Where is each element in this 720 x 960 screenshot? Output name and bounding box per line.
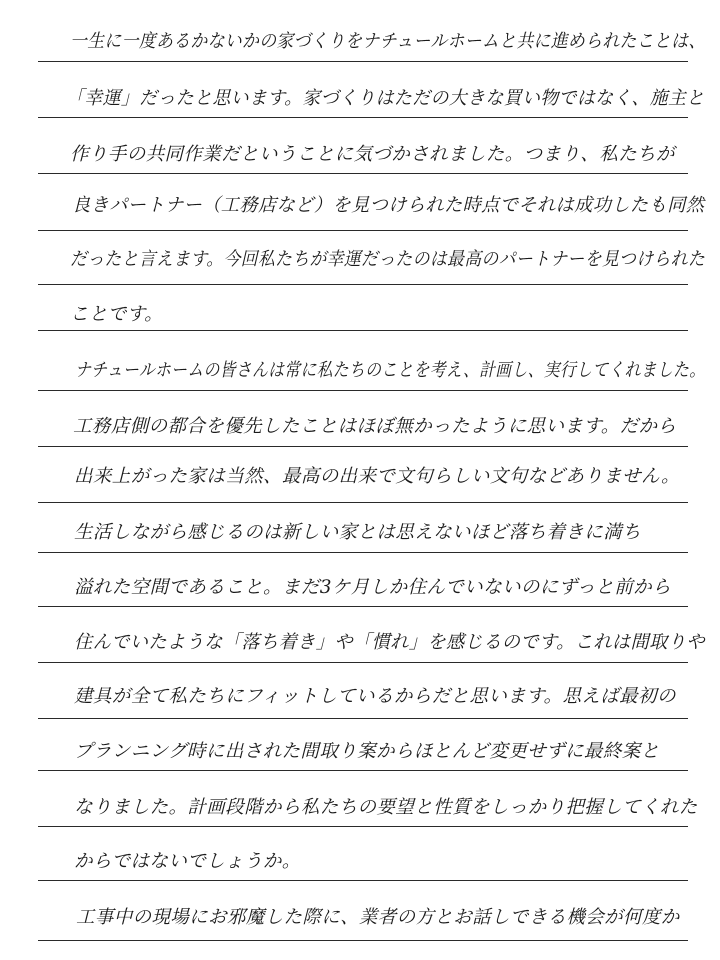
ruled-line bbox=[38, 606, 688, 607]
text-line-16: からではないでしょうか。 bbox=[74, 851, 301, 872]
ruled-line bbox=[38, 284, 688, 285]
ruled-line bbox=[38, 502, 688, 503]
text-line-6: ことです。 bbox=[70, 304, 164, 325]
ruled-line bbox=[38, 117, 688, 118]
text-line-14: プランニング時に出された間取り案からほとんど変更せずに最終案と bbox=[74, 741, 660, 762]
ruled-line bbox=[38, 662, 688, 663]
text-line-3: 作り手の共同作業だということに気づかされました。つまり、私たちが bbox=[70, 144, 675, 165]
ruled-line bbox=[38, 770, 688, 771]
text-line-11: 溢れた空間であること。まだ3ケ月しか住んでいないのにずっと前から bbox=[74, 577, 671, 598]
ruled-line bbox=[38, 552, 688, 553]
text-line-17: 工事中の現場にお邪魔した際に、業者の方とお話しできる機会が何度か bbox=[76, 907, 680, 928]
text-line-10: 生活しながら感じるのは新しい家とは思えないほど落ち着きに満ち bbox=[74, 522, 642, 543]
ruled-line bbox=[38, 390, 688, 391]
text-line-8: 工務店側の都合を優先したことはほぼ無かったように思います。だから bbox=[73, 416, 677, 437]
ruled-line bbox=[38, 61, 688, 62]
text-line-15: なりました。計画段階から私たちの要望と性質をしっかり把握してくれた bbox=[74, 797, 698, 818]
ruled-line bbox=[38, 880, 688, 881]
text-line-1: 一生に一度あるかないかの家づくりをナチュールホームと共に進められたことは、 bbox=[70, 31, 706, 52]
text-line-13: 建具が全て私たちにフィットしているからだと思います。思えば最初の bbox=[74, 686, 676, 707]
ruled-line bbox=[38, 446, 688, 447]
ruled-line bbox=[38, 826, 688, 827]
ruled-line bbox=[38, 940, 688, 941]
text-line-9: 出来上がった家は当然、最高の出来で文句らしい文句などありません。 bbox=[74, 466, 680, 487]
ruled-line bbox=[38, 230, 688, 231]
text-line-5: だったと言えます。今回私たちが幸運だったのは最高のパートナーを見つけられた bbox=[70, 249, 706, 270]
text-line-4: 良きパートナー（工務店など）を見つけられた時点でそれは成功したも同然 bbox=[72, 195, 705, 216]
ruled-line bbox=[38, 718, 688, 719]
ruled-line bbox=[38, 330, 688, 331]
text-line-12: 住んでいたような「落ち着き」や「慣れ」を感じるのです。これは間取りや bbox=[74, 632, 705, 653]
ruled-line bbox=[38, 173, 688, 174]
text-line-2: 「幸運」だったと思います。家づくりはただの大きな買い物ではなく、施主と bbox=[66, 88, 705, 109]
text-line-7: ナチュールホームの皆さんは常に私たちのことを考え、計画し、実行してくれました。 bbox=[75, 360, 706, 381]
